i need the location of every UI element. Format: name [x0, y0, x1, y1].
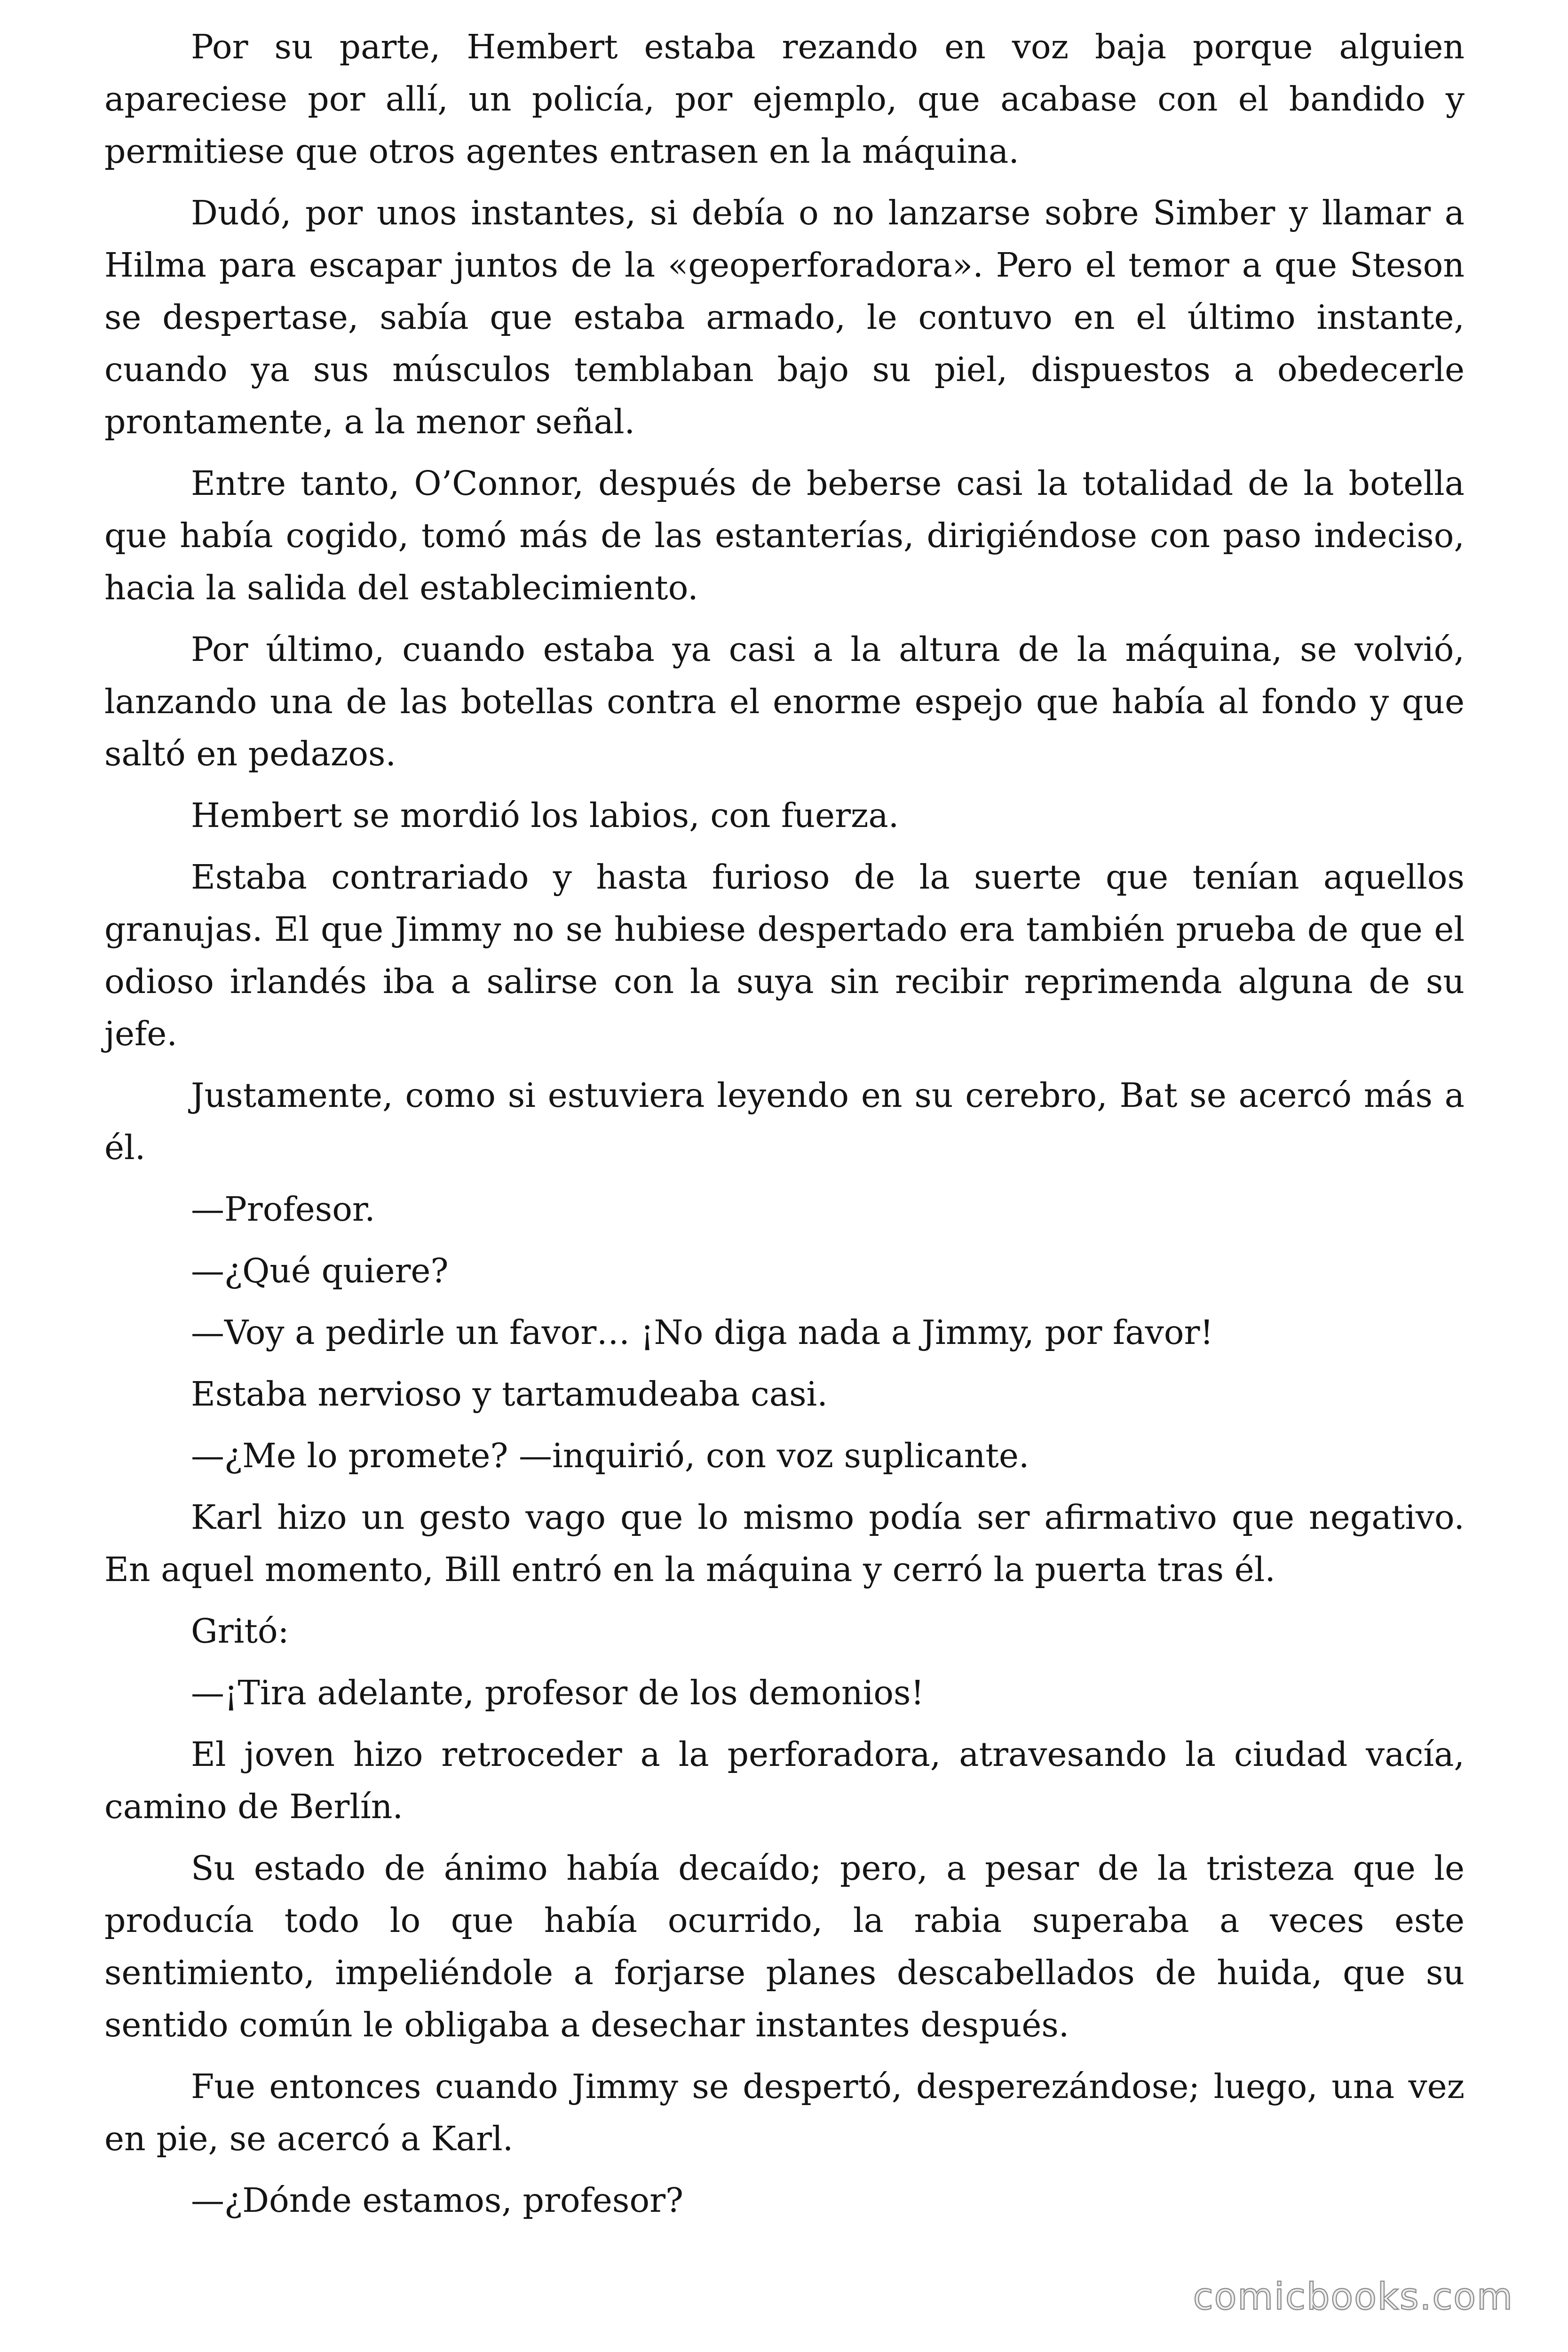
paragraph: —¿Qué quiere?	[191, 1251, 449, 1290]
paragraph: —Voy a pedirle un favor… ¡No diga nada a Jimmy, por favor!	[191, 1313, 1213, 1352]
paragraph: Justamente, como si estuviera leyendo en su cerebro, Bat se acercó más a él.	[104, 1076, 1465, 1167]
paragraph: Por su parte, Hembert estaba rezando en voz baja porque alguien apareciese por allí, un policía, por ejemplo, que acabase con el bandido y permitiese que otros agentes entrasen en la máquina.	[104, 27, 1465, 171]
paragraph: Gritó:	[191, 1612, 289, 1651]
page-body	[104, 21, 1465, 2236]
paragraph: Estaba contrariado y hasta furioso de la suerte que tenían aquellos granujas. El que Jimmy no se hubiese despertado era también prueba de que el odioso irlandés iba a salirse con la suya sin recibir reprimenda alguna de su jefe.	[104, 858, 1465, 1053]
watermark: comicbooks.com	[1193, 2276, 1513, 2318]
paragraph: Karl hizo un gesto vago que lo mismo podía ser afirmativo que negativo. En aquel momento, Bill entró en la máquina y cerró la puerta tras él.	[104, 1498, 1465, 1589]
paragraph: Por último, cuando estaba ya casi a la altura de la máquina, se volvió, lanzando una de las botellas contra el enorme espejo que había al fondo y que saltó en pedazos.	[104, 630, 1465, 773]
paragraph: El joven hizo retroceder a la perforadora, atravesando la ciudad vacía, camino de Berlín.	[104, 1735, 1465, 1826]
paragraph: Dudó, por unos instantes, si debía o no lanzarse sobre Simber y llamar a Hilma para escapar juntos de la «geoperforadora». Pero el temor a que Steson se despertase, sabía que estaba armado, le contuvo en el último instante, cuando ya sus músculos temblaban bajo su piel, dispuestos a obedecerle prontamente, a la menor señal.	[104, 193, 1465, 441]
paragraph: —¿Me lo promete? —inquirió, con voz suplicante.	[191, 1436, 1029, 1475]
paragraph: Entre tanto, O’Connor, después de beberse casi la totalidad de la botella que había cogido, tomó más de las estanterías, dirigiéndose con paso indeciso, hacia la salida del establecimiento.	[104, 464, 1465, 607]
paragraph: —¿Dónde estamos, profesor?	[191, 2181, 684, 2220]
paragraph: —¡Tira adelante, profesor de los demonios!	[191, 1673, 924, 1712]
paragraph: Hembert se mordió los labios, con fuerza.	[191, 796, 899, 835]
paragraph: —Profesor.	[191, 1190, 375, 1229]
paragraph: Estaba nervioso y tartamudeaba casi.	[191, 1375, 828, 1414]
paragraph: Su estado de ánimo había decaído; pero, a pesar de la tristeza que le producía todo lo que había ocurrido, la rabia superaba a veces este sentimiento, impeliéndole a forjarse planes descabellados de huida, que su sentido común le obligaba a desechar instantes después.	[104, 1849, 1465, 2044]
paragraph: Fue entonces cuando Jimmy se despertó, desperezándose; luego, una vez en pie, se acercó a Karl.	[104, 2067, 1465, 2158]
